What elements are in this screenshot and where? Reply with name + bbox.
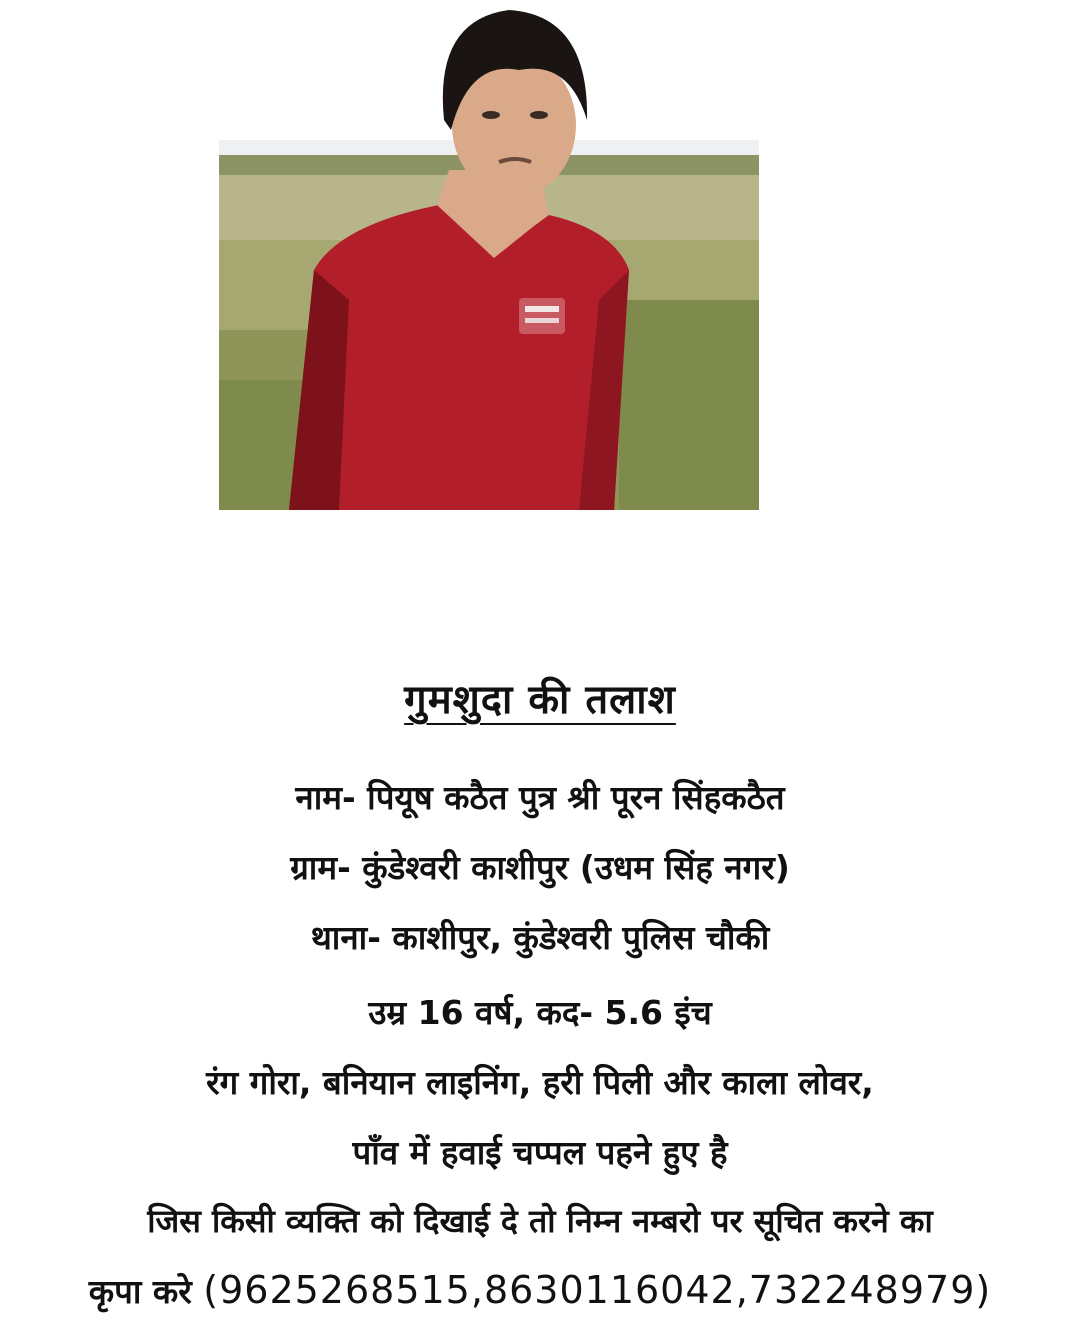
missing-person-photo: [219, 0, 759, 510]
footwear-line: पाँव में हवाई चप्पल पहने हुए है: [352, 1133, 728, 1172]
request-line: जिस किसी व्यक्ति को दिखाई दे तो निम्न नम्बरो पर सूचित करने का: [147, 1202, 933, 1240]
notice-heading: गुमशुदा की तलाश: [404, 677, 676, 723]
clothes-line: रंग गोरा, बनियान लाइनिंग, हरी पिली और काला लोवर,: [206, 1063, 874, 1102]
request-end: कृपा करे: [88, 1272, 192, 1311]
age-height-line: उम्र 16 वर्ष, कद- 5.6 इंच: [368, 993, 712, 1032]
name-line: नाम- पियूष कठैत पुत्र श्री पूरन सिंहकठैत: [295, 778, 785, 817]
contact-line: [0, 1262, 1080, 1320]
phone-numbers: (9625268515,8630116042,732248979): [203, 1268, 992, 1312]
police-station-line: थाना- काशीपुर, कुंडेश्वरी पुलिस चौकी: [310, 918, 770, 957]
village-line: ग्राम- कुंडेश्वरी काशीपुर (उधम सिंह नगर): [290, 848, 790, 887]
